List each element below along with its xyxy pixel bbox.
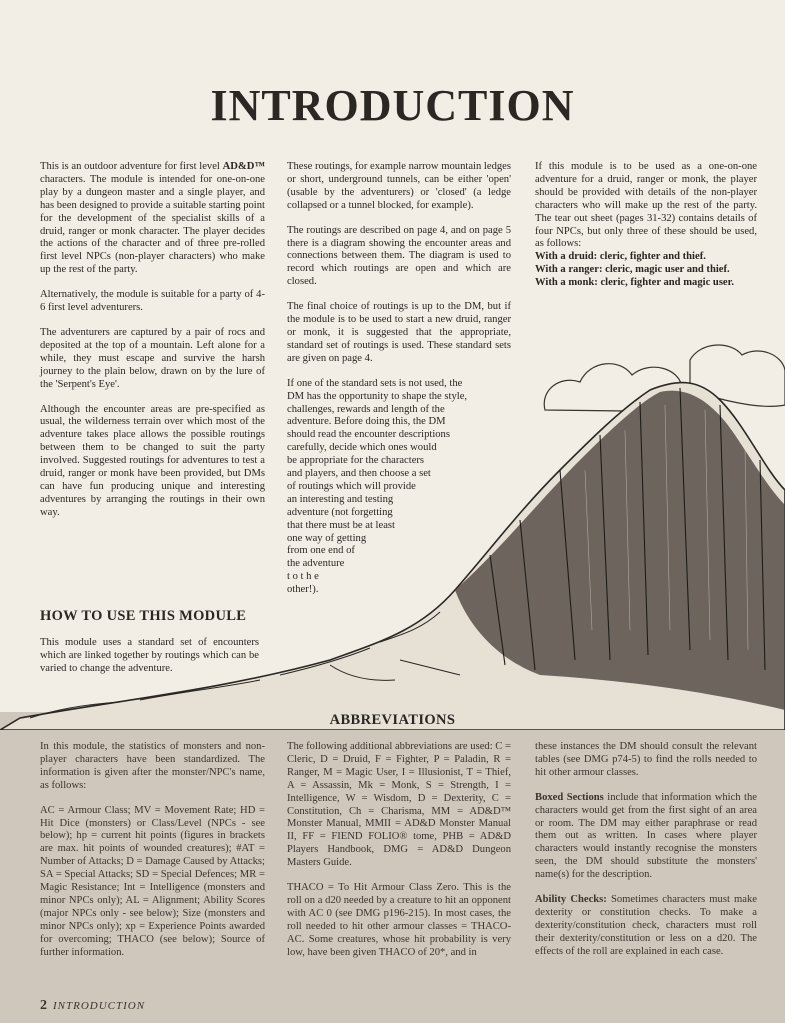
- npc-paragraph: If this module is to be used as a one-on-one adventure for a druid, ranger or monk, the player should be provided with details of the non-player characters who will make up the rest of the party. The tear out sheet (pages 31-32) contains details of four NPCs, but only three of these should be used, as follows:: [535, 161, 757, 250]
- page-title: INTRODUCTION: [210, 81, 575, 130]
- ability-checks-paragraph: [535, 894, 757, 959]
- text-line: DM has the opportunity to shape the style,: [287, 390, 468, 402]
- abbrev-thaco-paragraph: THACO = To Hit Armour Class Zero. This is the roll on a d20 needed by a creature to hit an opponent with AC 0 (see DMG p196-215). In most cases, the roll needed to hit other armour classes = THACO-AC. Some creatures, whose hit probability is very low, have been given THACO of 20*, and in: [287, 882, 511, 958]
- npc-ranger-line: [535, 264, 757, 277]
- abbrev-column-3: [535, 741, 757, 959]
- abbrev-column-2: [287, 741, 511, 960]
- text-span-bold: With a monk: cleric, fighter and magic user.: [535, 277, 735, 289]
- routings-paragraph-4: [287, 378, 511, 597]
- npc-druid-line: [535, 251, 757, 264]
- footer-label: INTRODUCTION: [53, 1000, 146, 1012]
- abbrev-additional-paragraph: The following additional abbreviations are used: C = Cleric, D = Druid, F = Fighter, P = Paladin, R = Ranger, M = Magic User, I = Illusionist, T = Thief, A = Assassin, Mk = Monk, S = Strength, I = Intelligence, W = Wisdom, D = Dexterity, C = Constitution, Ch = Charisma, MM = AD&D™ Monster Manual, MMII = AD&D Monster Manual II, FF = FIEND FOLIO® tome, PHB = AD&D Players Handbook, DMG = AD&D Dungeon Masters Guide.: [287, 741, 511, 869]
- text-line: of routings which will provide: [287, 480, 416, 492]
- text-line: an interesting and testing: [287, 493, 394, 505]
- intro-paragraph-4: Although the encounter areas are pre-specified as usual, the wilderness terrain over which most of the adventure takes place allows the possible routings between them to be changed to suit the party involved. Suggested routings for adventures to test a druid, ranger or monk have been provided, but DMs can have fun producing unique and interesting adventures by arranging the routings in their own way.: [40, 403, 265, 518]
- abbrev-intro-paragraph: In this module, the statistics of monsters and non-player characters have been standardized. The information is given after the monster/NPC's name, as follows:: [40, 741, 265, 791]
- text-line: adventure. Before doing this, the DM: [287, 416, 446, 428]
- text-line: should read the encounter descriptions: [287, 429, 450, 441]
- abbrev-column-1: [40, 741, 265, 960]
- how-to-use-heading: HOW TO USE THIS MODULE: [40, 608, 247, 624]
- how-to-use-text: [40, 637, 265, 688]
- abbrev-tables-paragraph: these instances the DM should consult the relevant tables (see DMG p74-5) to find the rolls needed to hit other armour classes.: [535, 741, 757, 778]
- npc-monk-line: [535, 277, 757, 290]
- text-span-bold: With a ranger: cleric, magic user and thief.: [535, 264, 730, 276]
- intro-column-1: [40, 161, 265, 532]
- text-line: carefully, decide which ones would: [287, 442, 437, 454]
- how-to-use-paragraph: This module uses a standard set of encounters which are linked together by routings which can be varied to change the adventure.: [40, 637, 259, 674]
- text-span-bold: Boxed Sections: [535, 791, 604, 803]
- text-span: characters. The module is intended for one-on-one play by a dungeon master and a single player, and has been designed to provide a suitable starting point for the development of the specialist skills of a druid, ranger or monk character. The player decides the actions of the character and of three pre-rolled first level NPCs (non-player characters) who make up the rest of the party.: [40, 173, 265, 276]
- text-line: adventure (not forgetting: [287, 506, 393, 518]
- text-line: one way of getting: [287, 532, 367, 544]
- routings-paragraph-2: The routings are described on page 4, and on page 5 there is a diagram showing the encounter areas and connections between them. The diagram is used to record which routings are open and which are closed.: [287, 224, 511, 288]
- text-line: that there must be at least: [287, 519, 395, 531]
- intro-paragraph-3: The adventurers are captured by a pair of rocs and deposited at the top of a mountain. Left alone for a while, they must escape and survive the harsh journey to the plain below, drawn on by the lure of the 'Serpent's Eye'.: [40, 326, 265, 390]
- text-line: t o t h e: [287, 571, 319, 583]
- text-span: include that information which the characters would get from the first sight of an area or room. The DM may either paraphrase or read them out as written. In cases where player characters would instantly recognise the monsters seen, the DM should substitute the monsters' name(s) for the description.: [535, 791, 758, 881]
- text-line: the adventure: [287, 558, 345, 570]
- abbreviations-heading: ABBREVIATIONS: [329, 712, 456, 728]
- boxed-sections-paragraph: [535, 792, 757, 882]
- text-span-bold: With a druid: cleric, fighter and thief.: [535, 251, 706, 263]
- intro-paragraph-2: Alternatively, the module is suitable for a party of 4-6 first level adventurers.: [40, 289, 265, 314]
- text-span: This is an outdoor adventure for first level: [40, 161, 223, 172]
- text-span: Sometimes characters must make dexterity or constitution checks. To make a dexterity/constitution check, characters must roll their dexterity/constitution or less on a d20. The effects of the roll are explained in each case.: [535, 894, 757, 957]
- routings-paragraph-1: These routings, for example narrow mountain ledges or short, underground tunnels, can be either 'open' (usable by the adventurers) or 'closed' (a ledge collapsed or a tunnel blocked, for example).: [287, 161, 511, 211]
- text-line: and players, and then choose a set: [287, 468, 431, 480]
- abbrev-stats-paragraph: AC = Armour Class; MV = Movement Rate; HD = Hit Dice (monsters) or Class/Level (NPCs - see below); hp = current hit points (figures in brackets are max. hit points of wounded creatures); #AT = Number of Attacks; D = Damage Caused by Attacks; SA = Special Attacks; SD = Special Defences; MR = Magic Resistance; Int = Intelligence (monsters and minor NPCs only); AL = Alignment; Ability Scores (major NPCs only - see below); Size (monsters and minor NPCs only); xp = Experience Points awarded for overcoming; THACO (see below); Source of further information.: [40, 804, 265, 958]
- text-line: challenges, rewards and length of the: [287, 403, 445, 415]
- text-span-bold: Ability Checks:: [535, 894, 607, 906]
- text-line: If one of the standard sets is not used, the: [287, 377, 463, 389]
- text-span-bold: AD&D™: [222, 161, 265, 172]
- intro-paragraph-1: [40, 161, 265, 277]
- routings-paragraph-3: The final choice of routings is up to the DM, but if the module is to be used to start a new druid, ranger or monk, it is suggested that the appropriate, standard set of routings is used. These standard sets are given on page 4.: [287, 301, 511, 364]
- page-footer: [40, 998, 145, 1014]
- intro-column-3: [535, 161, 757, 290]
- text-line: be appropriate for the characters: [287, 455, 425, 467]
- intro-column-2: [287, 161, 511, 597]
- text-line: from one end of: [287, 545, 355, 557]
- text-line: other!).: [287, 584, 319, 596]
- page-number: 2: [40, 998, 47, 1013]
